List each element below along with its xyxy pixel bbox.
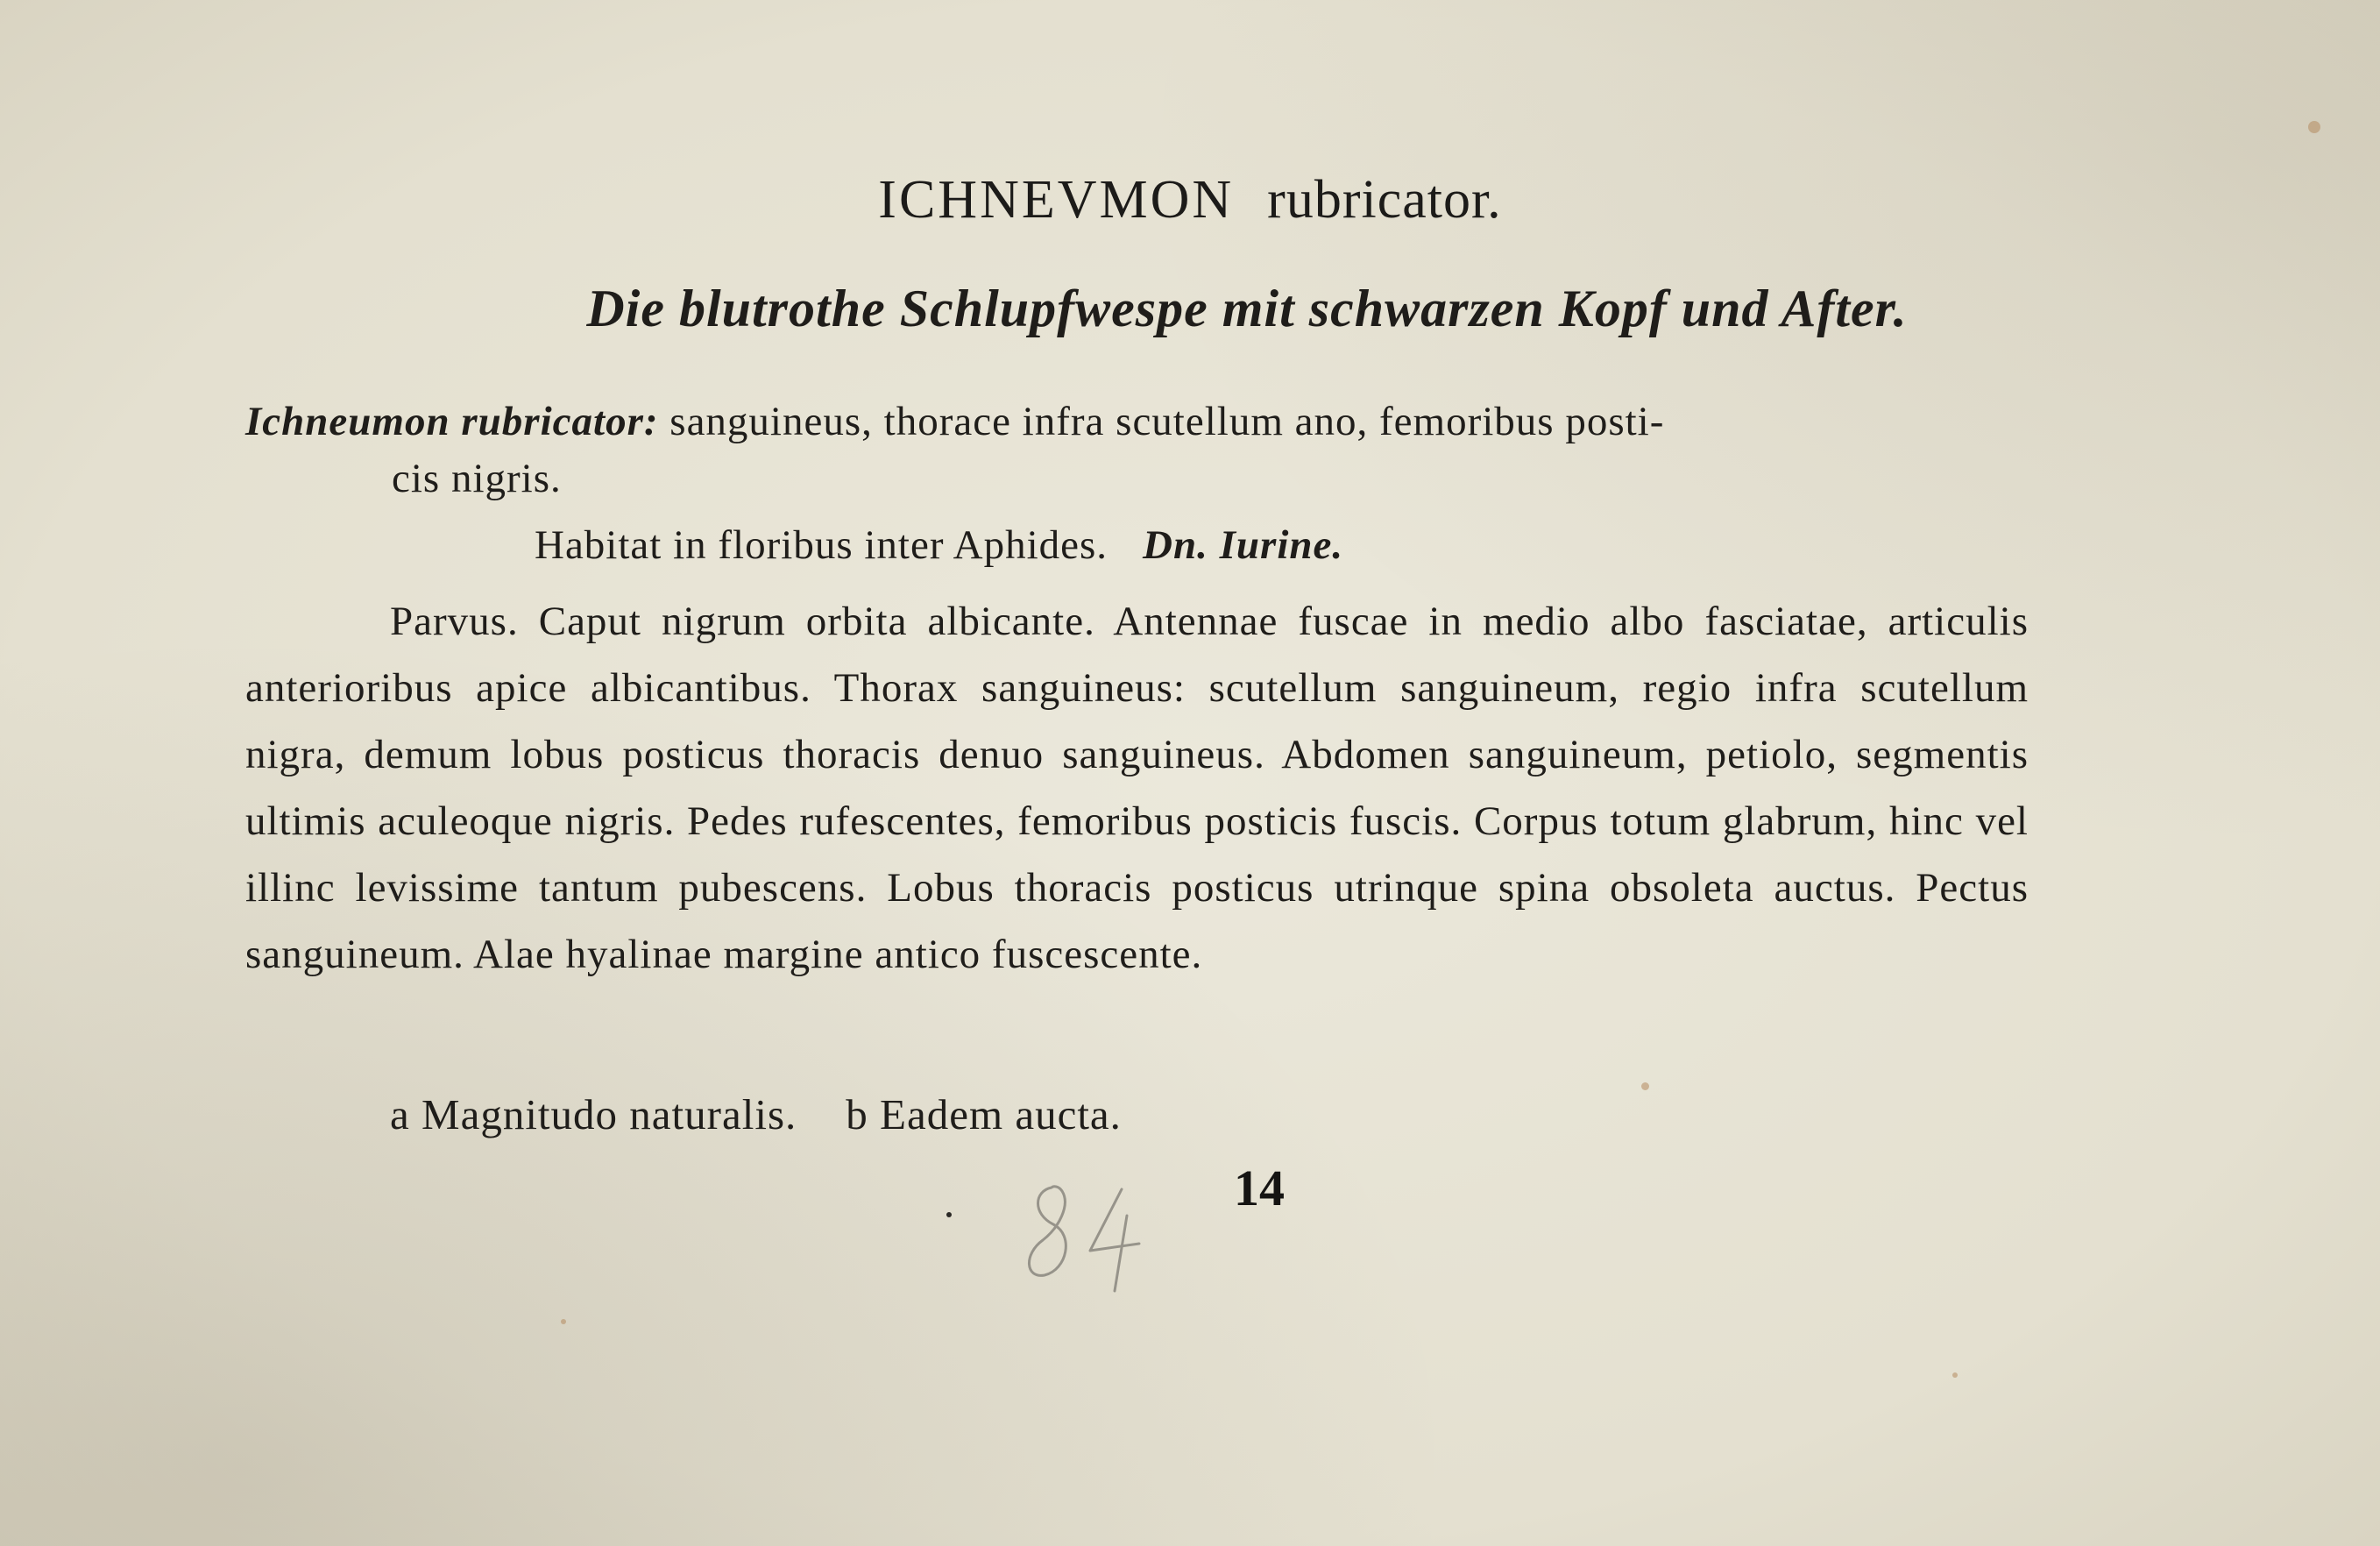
diagnosis-line: [245, 388, 2029, 455]
figure-caption: [390, 1089, 1122, 1139]
description-paragraph: Parvus. Caput nigrum orbita albicante. Antennae fuscae in medio albo fasciatae, articulis anterioribus apice albicantibus. Thorax sanguineus: scutellum sanguineum, regio infra scutellum nigra, demum lobus posticus thoracis denuo sanguineus. Abdomen sanguineum, petiolo, segmentis ultimis aculeoque nigris. Pedes rufescentes, femoribus posticis fuscis. Corpus totum glabrum, hinc vel illinc levissime tantum pubescens. Lobus thoracis posticus utrinque spina obsoleta auctus. Pectus sanguineum. Alae hyalinae margine antico fuscescente.: [245, 599, 2029, 977]
heading-species: rubricator.: [1267, 170, 1502, 230]
ink-dot: [946, 1212, 952, 1217]
habitat-line: [535, 521, 1343, 569]
german-subtitle: Die blutrothe Schlupfwespe mit schwarzen Kopf und After.: [586, 280, 1908, 337]
diagnosis-continuation: cis nigris.: [392, 456, 562, 501]
heading-genus: ICHNEVMON: [878, 170, 1235, 230]
paper-speck: [2308, 121, 2320, 133]
paper-speck: [561, 1319, 566, 1324]
habitat-text: Habitat in floribus inter Aphides.: [535, 522, 1109, 568]
habitat-authority: Dn. Iurine.: [1143, 522, 1344, 568]
paper-speck: [1952, 1372, 1958, 1378]
page-number: 14: [1234, 1160, 1285, 1216]
diagnosis-species-name: Ichneumon rubricator:: [245, 399, 659, 444]
pencil-annotation: [1016, 1179, 1157, 1306]
pencil-number-drawing: [1016, 1179, 1157, 1301]
page-heading: [0, 169, 2380, 231]
caption-b: b Eadem aucta.: [846, 1090, 1122, 1138]
paper-speck: [1641, 1082, 1649, 1090]
diagnosis-text: sanguineus, thorace infra scutellum ano, femoribus posti-: [658, 399, 1665, 444]
caption-a: a Magnitudo naturalis.: [390, 1090, 797, 1138]
